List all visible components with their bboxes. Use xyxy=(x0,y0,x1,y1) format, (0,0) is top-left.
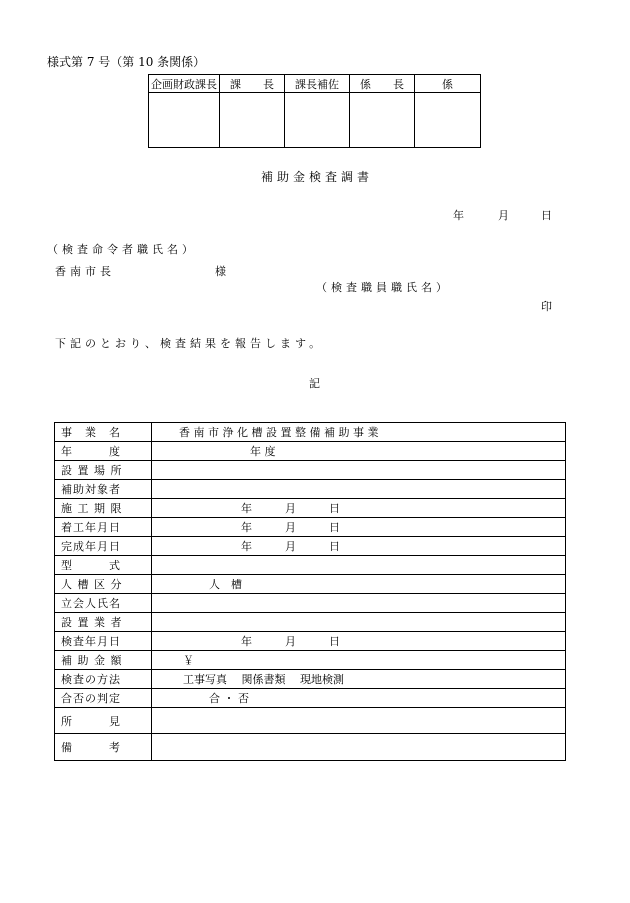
row-label: 所 見 xyxy=(55,708,152,734)
table-row xyxy=(55,708,566,734)
row-label: 備 考 xyxy=(55,734,152,761)
table-row xyxy=(55,537,566,556)
intro-text: 下記のとおり、検査結果を報告します。 xyxy=(55,337,325,350)
row-label: 合否の判定 xyxy=(55,689,152,708)
approval-header-3: 係 長 xyxy=(350,75,415,93)
row-value: 年 度 xyxy=(152,442,566,461)
row-value: ￥ xyxy=(152,651,566,670)
row-label: 年 度 xyxy=(55,442,152,461)
row-value xyxy=(152,734,566,761)
approval-stamp-box xyxy=(350,93,415,148)
row-value: 合 ・ 否 xyxy=(152,689,566,708)
inspector-label: （検査命令者職氏名） xyxy=(47,243,197,256)
date-month: 月 xyxy=(498,209,509,222)
staff-label: （検査職員職氏名） xyxy=(316,281,451,294)
row-value xyxy=(152,556,566,575)
approval-header-4: 係 xyxy=(415,75,481,93)
approval-header-1: 課 長 xyxy=(220,75,285,93)
row-label: 事 業 名 xyxy=(55,423,152,442)
row-value: 年 月 日 xyxy=(152,518,566,537)
table-row xyxy=(55,689,566,708)
table-row xyxy=(55,556,566,575)
row-label: 補 助 金 額 xyxy=(55,651,152,670)
table-row xyxy=(55,518,566,537)
row-label: 補助対象者 xyxy=(55,480,152,499)
row-value xyxy=(152,708,566,734)
approval-stamp-box xyxy=(415,93,481,148)
approval-stamp-box xyxy=(285,93,350,148)
date-year: 年 xyxy=(453,209,464,222)
row-value: 年 月 日 xyxy=(152,632,566,651)
row-value: 人 槽 xyxy=(152,575,566,594)
table-row xyxy=(55,670,566,689)
row-label: 人 槽 区 分 xyxy=(55,575,152,594)
addressee-honorific: 様 xyxy=(215,265,226,278)
row-value xyxy=(152,461,566,480)
table-row xyxy=(55,575,566,594)
ki-heading: 記 xyxy=(309,377,320,390)
addressee-name: 香南市長 xyxy=(55,265,115,278)
row-label: 設 置 場 所 xyxy=(55,461,152,480)
inspection-table xyxy=(54,422,566,761)
date-day: 日 xyxy=(541,209,552,222)
approval-header-2: 課長補佐 xyxy=(285,75,350,93)
row-value xyxy=(152,613,566,632)
table-row xyxy=(55,423,566,442)
table-row xyxy=(55,594,566,613)
row-label: 検査年月日 xyxy=(55,632,152,651)
row-value xyxy=(152,480,566,499)
table-row xyxy=(55,632,566,651)
row-value xyxy=(152,594,566,613)
row-value: 香 南 市 浄 化 槽 設 置 整 備 補 助 事 業 xyxy=(152,423,566,442)
document-title: 補助金検査調書 xyxy=(261,170,374,184)
row-value: 年 月 日 xyxy=(152,499,566,518)
seal-mark: 印 xyxy=(541,300,552,313)
row-label: 立会人氏名 xyxy=(55,594,152,613)
row-label: 設 置 業 者 xyxy=(55,613,152,632)
row-label: 型 式 xyxy=(55,556,152,575)
row-label: 着工年月日 xyxy=(55,518,152,537)
row-value: 工事写真 関係書類 現地検測 xyxy=(152,670,566,689)
approval-stamp-table xyxy=(148,74,481,148)
approval-stamp-box xyxy=(220,93,285,148)
approval-stamp-box xyxy=(149,93,220,148)
table-row xyxy=(55,651,566,670)
row-label: 検査の方法 xyxy=(55,670,152,689)
approval-header-0: 企画財政課長 xyxy=(149,75,220,93)
row-label: 施 工 期 限 xyxy=(55,499,152,518)
row-label: 完成年月日 xyxy=(55,537,152,556)
table-row xyxy=(55,734,566,761)
table-row xyxy=(55,442,566,461)
table-row xyxy=(55,499,566,518)
form-number: 様式第 7 号（第 10 条関係） xyxy=(47,55,206,69)
table-row xyxy=(55,613,566,632)
table-row xyxy=(55,461,566,480)
row-value: 年 月 日 xyxy=(152,537,566,556)
table-row xyxy=(55,480,566,499)
